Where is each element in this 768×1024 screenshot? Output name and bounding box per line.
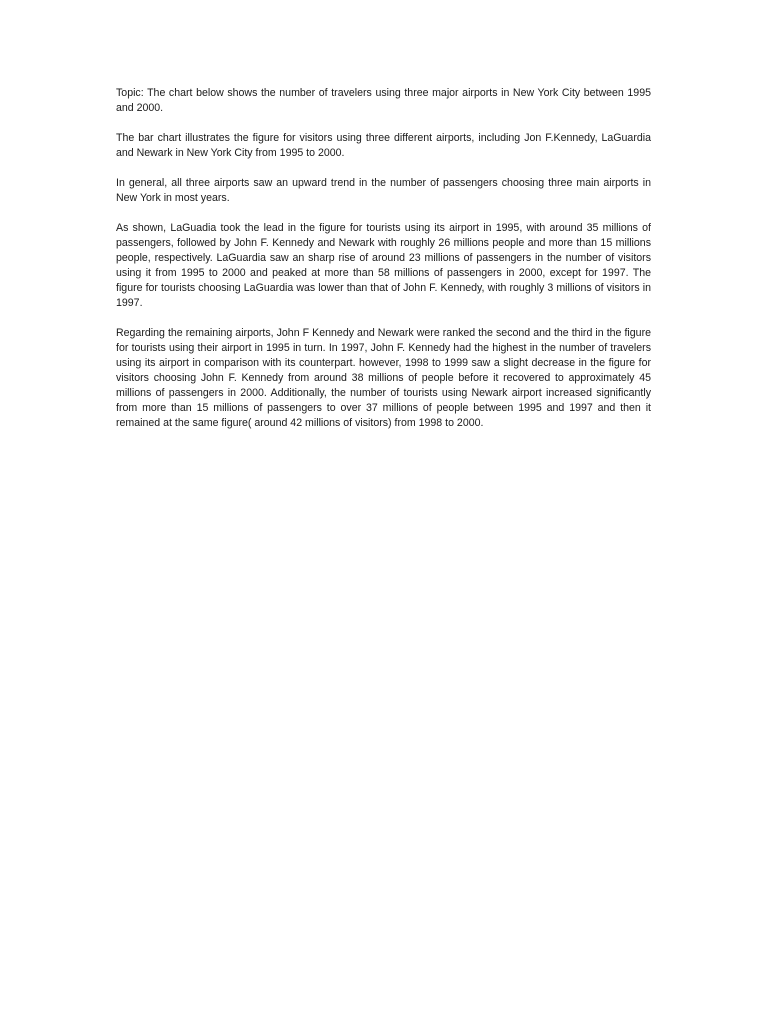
overview-paragraph: In general, all three airports saw an upward trend in the number of passengers choosing three main airports in New York in most years.	[116, 177, 651, 204]
body-paragraph-laguardia: As shown, LaGuadia took the lead in the figure for tourists using its airport in 1995, with around 35 millions of passengers, followed by John F. Kennedy and Newark with roughly 26 millions people and more than 15 millions people, respectively. LaGuardia saw an sharp rise of around 23 millions of passengers in the number of visitors using it from 1995 to 2000 and peaked at more than 58 millions of passengers in 2000, except for 1997. The figure for tourists choosing LaGuardia was lower than that of John F. Kennedy, with roughly 3 millions of visitors in 1997.	[116, 222, 651, 309]
topic-paragraph: Topic: The chart below shows the number of travelers using three major airports in New York City between 1995 and 2000.	[116, 87, 651, 114]
introduction-paragraph: The bar chart illustrates the figure for visitors using three different airports, including Jon F.Kennedy, LaGuardia and Newark in New York City from 1995 to 2000.	[116, 132, 651, 159]
essay-body	[116, 86, 651, 446]
body-paragraph-jfk-newark: Regarding the remaining airports, John F Kennedy and Newark were ranked the second and the third in the figure for tourists using their airport in 1995 in turn. In 1997, John F. Kennedy had the highest in the number of travelers using its airport in comparison with its counterpart. however, 1998 to 1999 saw a slight decrease in the figure for visitors choosing John F. Kennedy from around 38 millions of people before it recovered to approximately 45 millions of passengers in 2000. Additionally, the number of tourists using Newark airport increased significantly from more than 15 millions of passengers to over 37 millions of people between 1995 and 1997 and then it remained at the same figure( around 42 millions of visitors) from 1998 to 2000.	[116, 327, 651, 429]
